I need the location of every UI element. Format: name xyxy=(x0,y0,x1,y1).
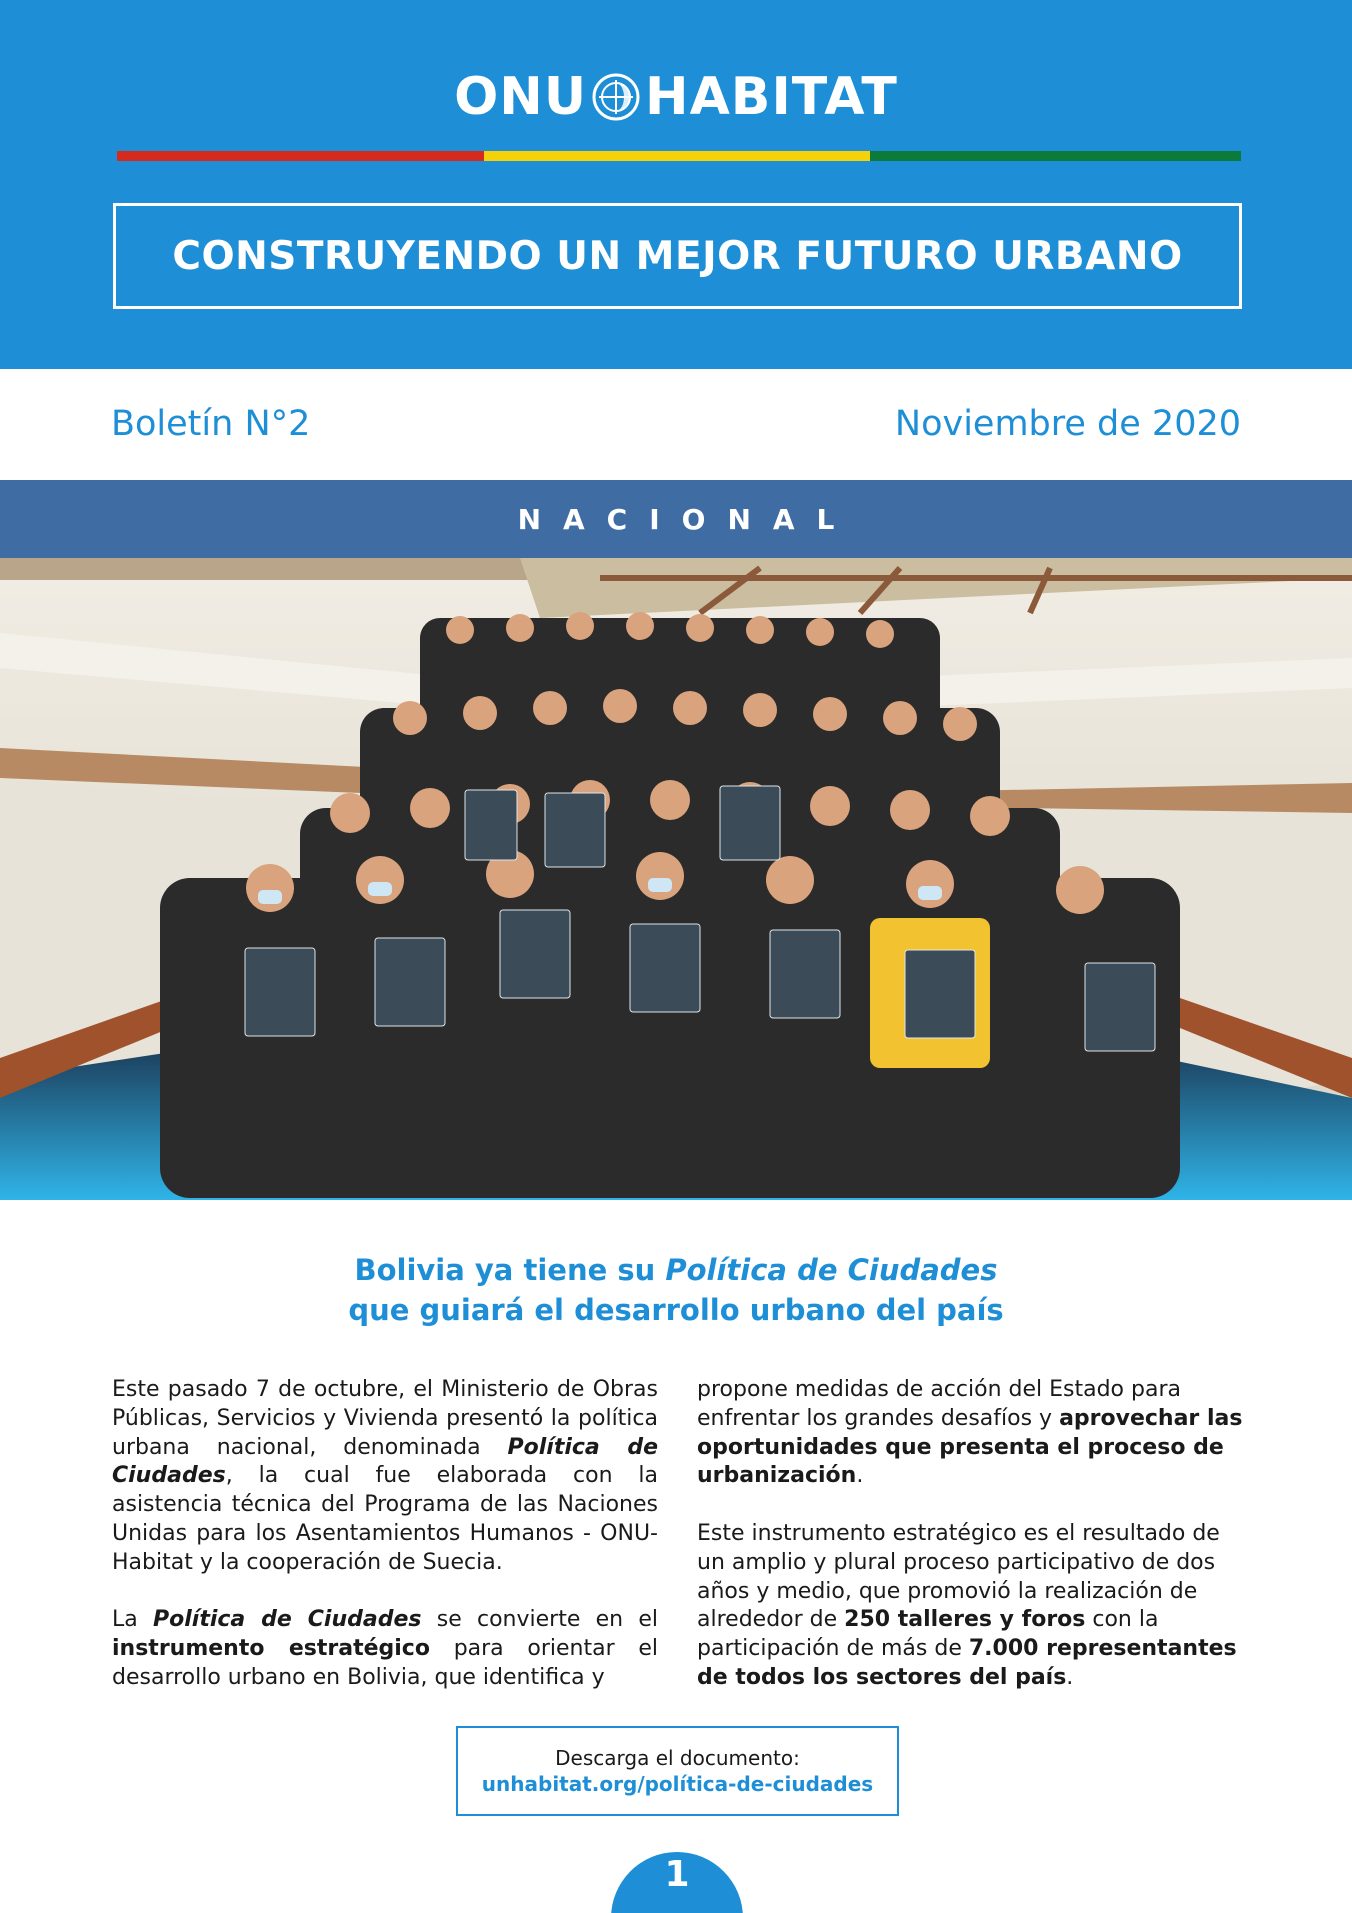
p1-text-b: Política de Ciudades xyxy=(112,1434,658,1489)
logo-text-habitat: HABITAT xyxy=(645,67,898,127)
article-column-left xyxy=(112,1376,658,1722)
bulletin-number: Boletín N°2 xyxy=(111,404,311,444)
headline-line-1 xyxy=(0,1250,1352,1290)
download-box xyxy=(456,1726,899,1816)
p4-text-a: Este instrumento estratégico es el resultado de un amplio y plural proceso participativo de dos años y medio, que promovió la realización de alrededor de xyxy=(697,1520,1220,1633)
flag-stripe-green xyxy=(870,151,1241,161)
header-banner xyxy=(0,0,1352,369)
p2-text-c: se convierte en el xyxy=(421,1607,658,1633)
p3-text-c: . xyxy=(856,1463,864,1489)
flag-stripe-yellow xyxy=(484,151,870,161)
section-bar xyxy=(0,480,1352,558)
p4-text-d: 7.000 representantes de todos los sectores del país xyxy=(697,1636,1237,1690)
article-paragraph-2 xyxy=(112,1606,658,1692)
headline-prefix: Bolivia ya tiene su xyxy=(354,1253,666,1287)
header-title-box xyxy=(113,203,1242,309)
group-photo xyxy=(0,558,1352,1200)
headline-line-2: que guiará el desarrollo urbano del país xyxy=(348,1293,1004,1327)
p3-text-b: aprovechar las oportunidades que presenta el proceso de urbanización xyxy=(697,1405,1243,1489)
page-number: 1 xyxy=(664,1854,690,1895)
article-column-right xyxy=(697,1376,1243,1722)
un-emblem-icon xyxy=(591,72,641,122)
download-label: Descarga el documento: xyxy=(555,1746,800,1770)
article-headline xyxy=(0,1250,1352,1330)
p4-text-c: con la participación de más de xyxy=(697,1607,1159,1662)
header-title: CONSTRUYENDO UN MEJOR FUTURO URBANO xyxy=(172,233,1183,279)
headline-emphasis: Política de Ciudades xyxy=(665,1253,998,1287)
p4-text-b: 250 talleres y foros xyxy=(844,1607,1086,1633)
article-paragraph-3 xyxy=(697,1376,1243,1491)
p1-text-a: Este pasado 7 de octubre, el Ministerio de Obras Públicas, Servicios y Vivienda presentó la política urbana nacional, denominada xyxy=(112,1377,658,1460)
download-link[interactable]: unhabitat.org/política-de-ciudades xyxy=(481,1772,874,1796)
section-label: NACIONAL xyxy=(517,502,857,536)
p2-text-b: Política de Ciudades xyxy=(153,1607,422,1633)
onu-habitat-logo xyxy=(0,62,1352,132)
p3-text-a: propone medidas de acción del Estado para enfrentar los grandes desafíos y xyxy=(697,1377,1181,1431)
p2-text-d: instrumento estratégico xyxy=(112,1636,430,1662)
p1-text-c: , la cual fue elaborada con la asistencia técnica del Programa de las Naciones Unidas para los Asentamientos Humanos - ONU-Habitat y la cooperación de Suecia. xyxy=(112,1463,658,1575)
p2-text-e: para orientar el desarrollo urbano en Bolivia, que identifica y xyxy=(112,1636,658,1690)
article-paragraph-4 xyxy=(697,1520,1243,1693)
p2-text-a: La xyxy=(112,1607,153,1633)
group-photo-illustration xyxy=(0,558,1352,1200)
flag-stripe-red xyxy=(117,151,484,161)
bulletin-date: Noviembre de 2020 xyxy=(894,404,1241,444)
logo-text-onu: ONU xyxy=(454,67,588,127)
p4-text-e: . xyxy=(1066,1664,1074,1690)
article-paragraph-1 xyxy=(112,1376,658,1578)
